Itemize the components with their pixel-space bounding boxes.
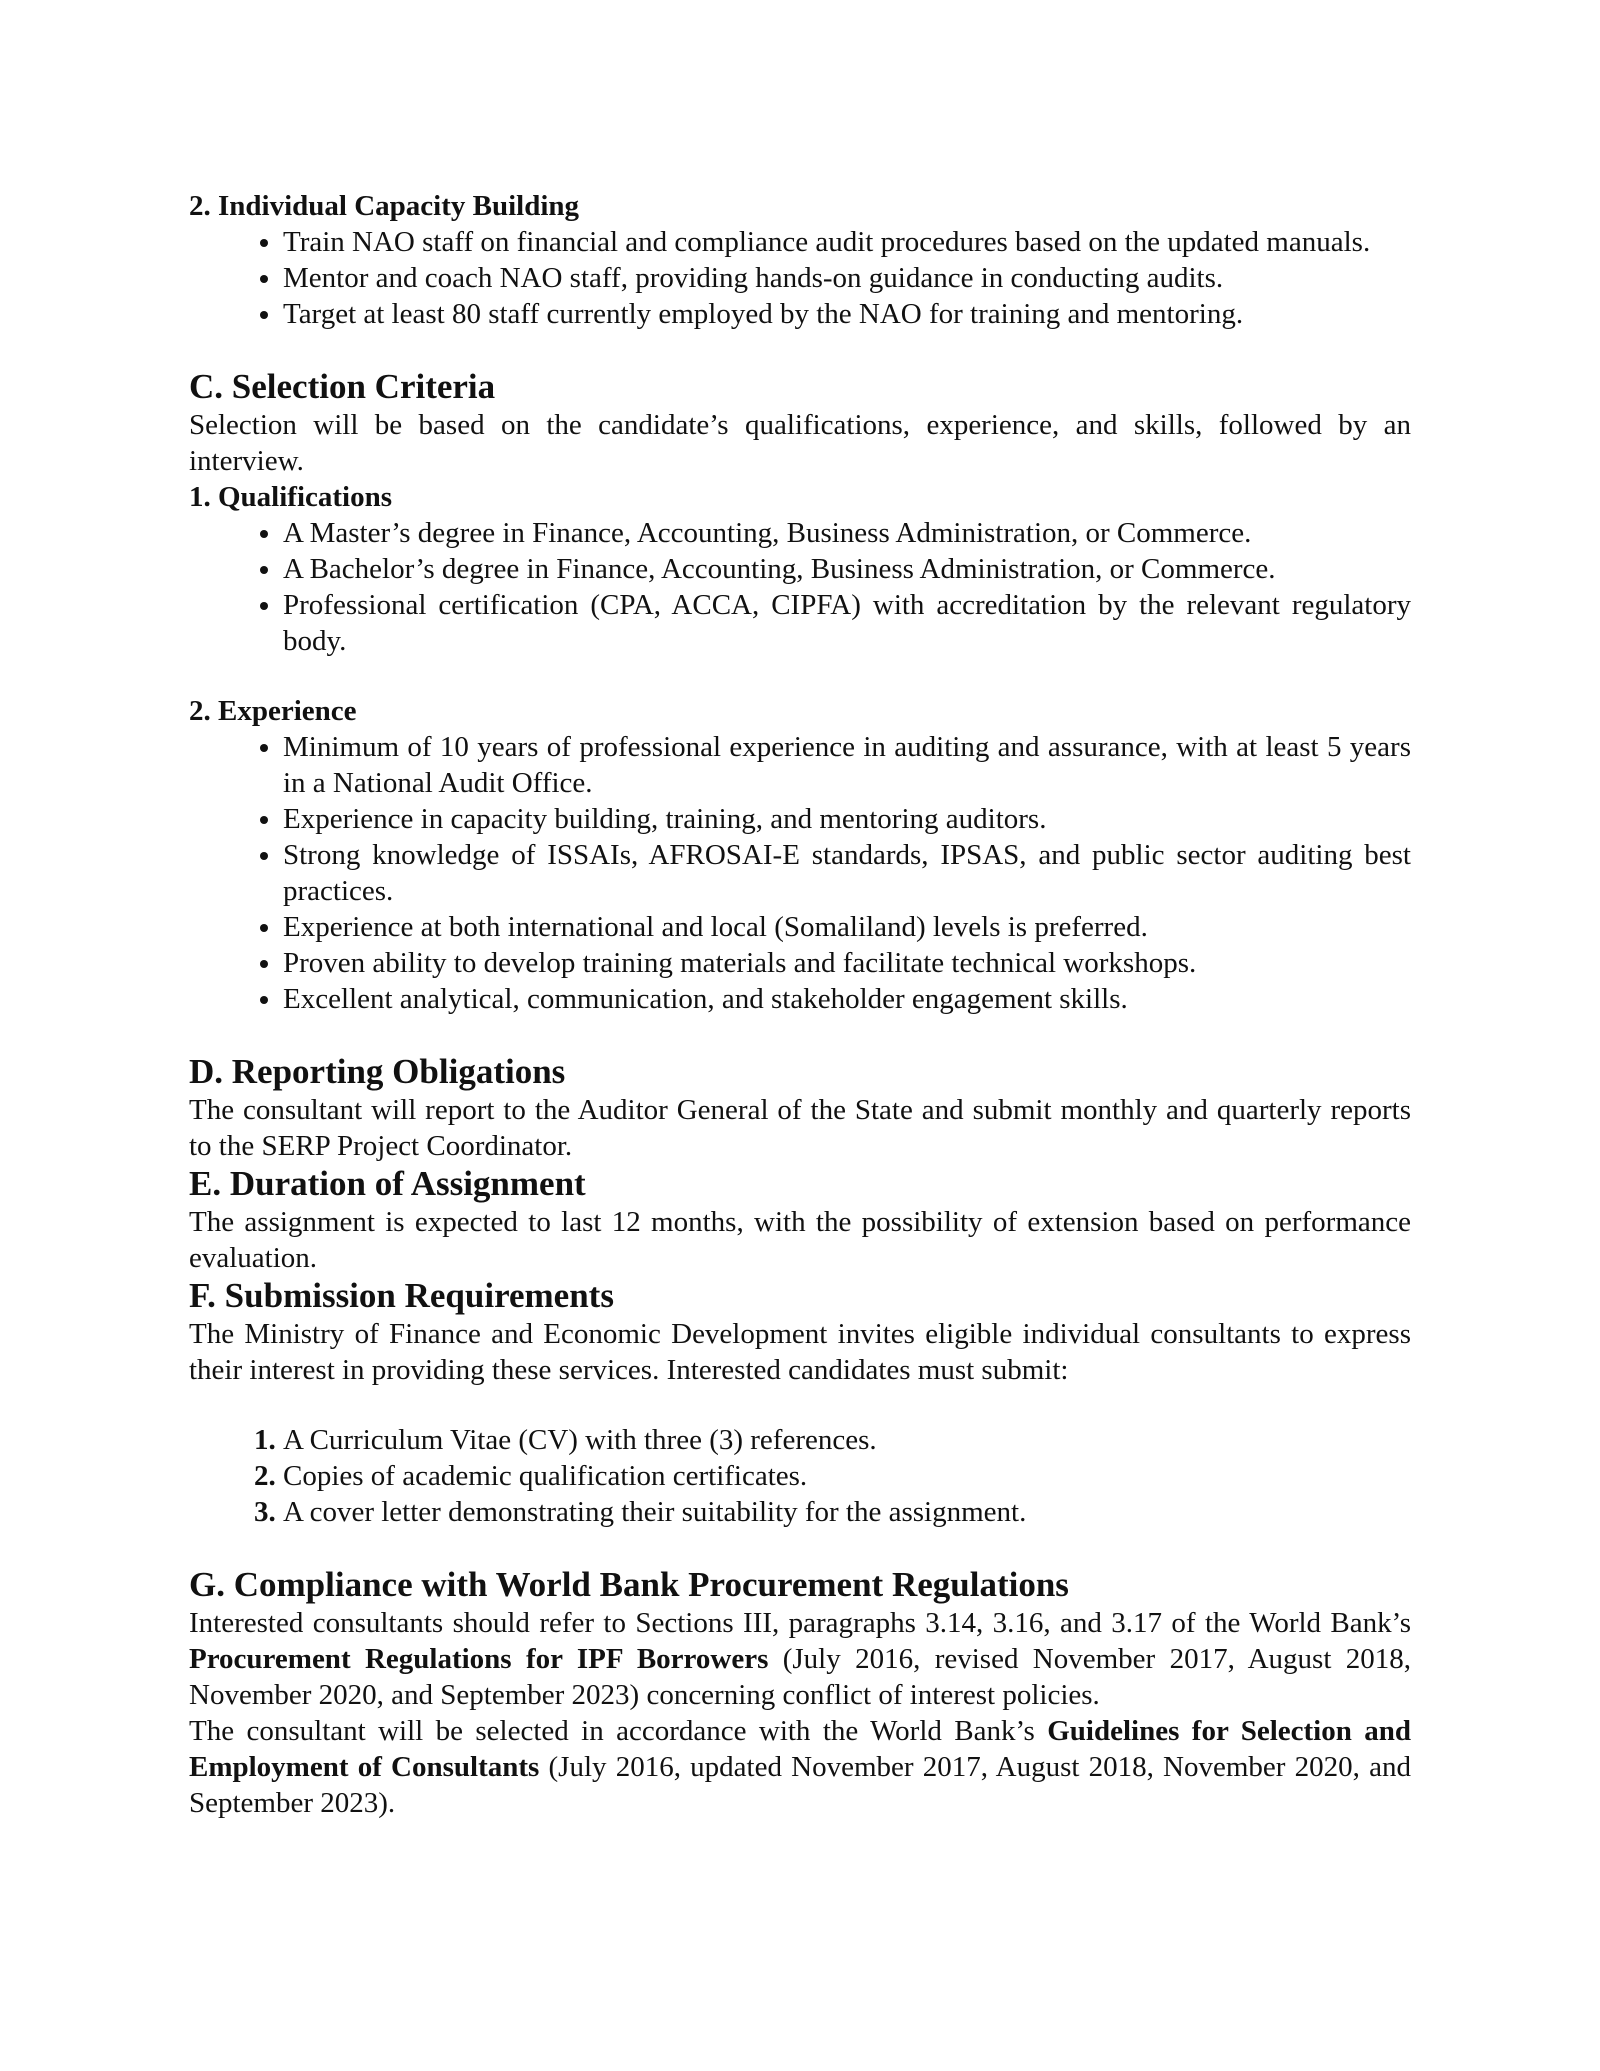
selection-criteria-heading: C. Selection Criteria — [189, 367, 496, 406]
list-item: • Target at least 80 staff currently employed by the NAO for training and mentoring. — [283, 296, 1411, 332]
qualifications-list — [189, 515, 1411, 659]
submission-list — [189, 1422, 1411, 1530]
list-item: • Mentor and coach NAO staff, providing hands-on guidance in conducting audits. — [283, 260, 1411, 296]
reporting-obligations-heading: D. Reporting Obligations — [189, 1052, 566, 1091]
compliance-p2-text-end: (July 2016, updated November 2017, August 2018, November 2020, and September 2023). — [189, 1751, 1411, 1819]
compliance-heading: G. Compliance with World Bank Procurement Regulations — [189, 1565, 1069, 1604]
duration-text: The assignment is expected to last 12 months, with the possibility of extension based on performance evaluation. — [189, 1206, 1411, 1274]
submission-text: The Ministry of Finance and Economic Development invites eligible individual consultants to express their interest in providing these services. Interested candidates must submit: — [189, 1318, 1411, 1386]
list-item: • Minimum of 10 years of professional experience in auditing and assurance, with at least 5 years in a National Audit Office. — [283, 729, 1411, 801]
duration-heading: E. Duration of Assignment — [189, 1164, 586, 1203]
list-item: • A Master’s degree in Finance, Accounting, Business Administration, or Commerce. — [283, 515, 1411, 551]
compliance-p1-text: Interested consultants should refer to Sections III, paragraphs 3.14, 3.16, and 3.17 of the World Bank’s — [189, 1607, 1411, 1639]
list-item: • Experience in capacity building, training, and mentoring auditors. — [283, 801, 1411, 837]
list-item: 2. Copies of academic qualification certificates. — [283, 1458, 1411, 1494]
list-item: 3. A cover letter demonstrating their suitability for the assignment. — [283, 1494, 1411, 1530]
list-item: • A Bachelor’s degree in Finance, Accounting, Business Administration, or Commerce. — [283, 551, 1411, 587]
qualifications-heading: 1. Qualifications — [189, 481, 393, 513]
document-page — [189, 188, 1411, 1821]
submission-requirements-heading: F. Submission Requirements — [189, 1276, 614, 1315]
guidelines-title: Guidelines for Selection and Employment of Consultants — [189, 1715, 1411, 1783]
list-item: • Train NAO staff on financial and compliance audit procedures based on the updated manuals. — [283, 224, 1411, 260]
capacity-building-heading: 2. Individual Capacity Building — [189, 190, 580, 222]
list-item: • Professional certification (CPA, ACCA, CIPFA) with accreditation by the relevant regulatory body. — [283, 587, 1411, 659]
list-item: • Proven ability to develop training materials and facilitate technical workshops. — [283, 945, 1411, 981]
procurement-regulations-title: Procurement Regulations for IPF Borrowers — [189, 1643, 769, 1675]
selection-intro: Selection will be based on the candidate’s qualifications, experience, and skills, followed by an interview. — [189, 409, 1411, 477]
list-item: 1. A Curriculum Vitae (CV) with three (3) references. — [283, 1422, 1411, 1458]
compliance-p1-text-end: (July 2016, revised November 2017, August 2018, November 2020, and September 2023) concerning conflict of interest policies. — [189, 1643, 1411, 1711]
experience-heading: 2. Experience — [189, 695, 357, 727]
list-item: • Strong knowledge of ISSAIs, AFROSAI-E standards, IPSAS, and public sector auditing best practices. — [283, 837, 1411, 909]
compliance-p2-text: The consultant will be selected in accordance with the World Bank’s — [189, 1715, 1048, 1747]
experience-list — [189, 729, 1411, 1017]
reporting-text: The consultant will report to the Auditor General of the State and submit monthly and quarterly reports to the SERP Project Coordinator. — [189, 1094, 1411, 1162]
compliance-paragraph-2 — [189, 1713, 1411, 1821]
list-item: • Excellent analytical, communication, and stakeholder engagement skills. — [283, 981, 1411, 1017]
capacity-building-list — [189, 224, 1411, 332]
list-item: • Experience at both international and local (Somaliland) levels is preferred. — [283, 909, 1411, 945]
compliance-paragraph-1 — [189, 1605, 1411, 1713]
